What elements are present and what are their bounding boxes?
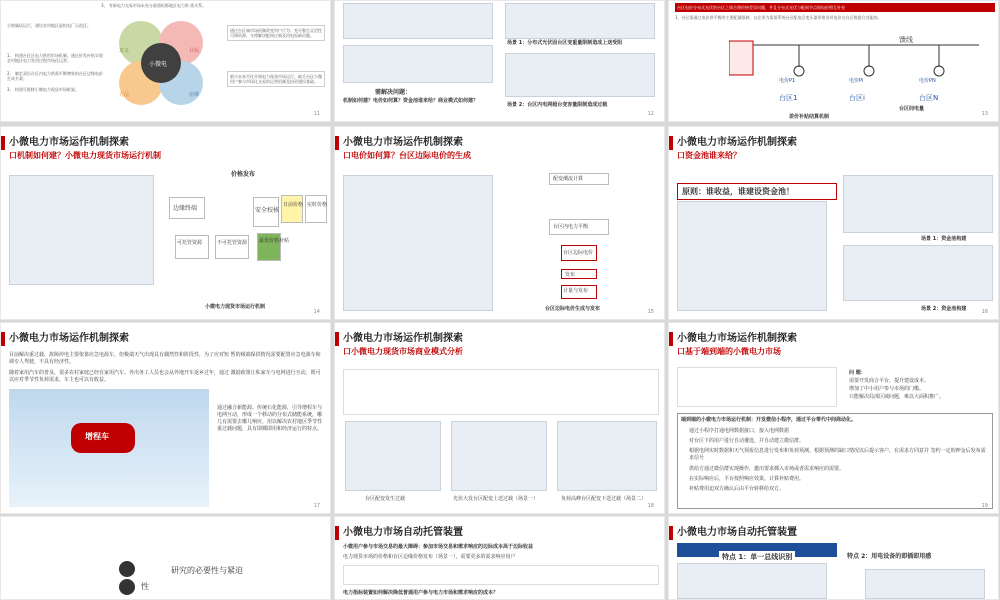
node-label: 边缘终端 [173, 205, 198, 212]
flow-label: 台区内电力平衡 [553, 224, 589, 230]
page-number: 11 [313, 111, 320, 117]
slide-17[interactable] [0, 322, 331, 514]
text-block [677, 367, 837, 407]
text-block [343, 175, 493, 311]
bullet-text: 通过融合新能源、传统石化能源，引导增程车与电网互动，形成一个移动的分布式储能系统，哪儿有需要去哪儿响应，用以解决农村地区季节性重过载问题，具有即插即用和经济运行的特点。 [217, 405, 323, 432]
text-block [9, 175, 154, 285]
figure-caption: 台区边际电价生成与发布 [545, 306, 601, 312]
text-block [343, 369, 659, 415]
figure-caption: 光伏大发台区配变上送过载（场景一） [453, 496, 539, 502]
slide-text: 通过台区端市场机制改变用户行为；充分整合灵活性可调资源，支撑解决配网过载及用电短缺问题。 [227, 25, 325, 41]
slide-text: 1，台区需通过电价供平衡的主要配量限制，以在更为需面系统台区配电区变压器更换各项电价交台区数据合处能的。 [675, 15, 882, 20]
text-block [677, 201, 827, 311]
slide-21[interactable] [334, 516, 665, 600]
section-text: 性 [141, 582, 149, 591]
area-label: 台区间电量 [899, 106, 925, 112]
node-label: 日前价格 [283, 202, 304, 208]
device-image [865, 569, 985, 599]
slide-12[interactable] [334, 0, 665, 122]
feature-title: 特点 2：用电设备的即插即用感 [847, 553, 932, 560]
header-bar [669, 332, 673, 346]
slide-text: 3、 有新电力交易市场未充分渠道标都地区电力供 需关系。 [101, 3, 207, 8]
slide-text: 小简属试运行，建设农村地区虚拟电厂示范区。 [7, 23, 91, 28]
price-label: 电价P1 [779, 78, 796, 84]
figure-caption: 场景 1：分布式光伏因台区变重量限制造成上送受阻 [507, 40, 623, 46]
section-text: 研究的必要性与紧迫 [171, 566, 243, 575]
figure-caption: 场景 2：台区内电网超台变容量限制造成过载 [507, 102, 608, 108]
page-number: 15 [647, 309, 654, 315]
feature-title: 特点 1：单一总线识别 [719, 551, 795, 563]
key-questions: 机制如何建？电价如何算？资金池谁来给？商业模式如何建？ [343, 98, 479, 104]
node-label: 不可托管资源 [217, 240, 248, 246]
diagram-image [345, 421, 441, 491]
car-label: 增程车 [85, 432, 109, 441]
bullet-text: 目前解决重过载、故障停电主要依靠应急电源车，但极端天气出现具有偶然性和阶段性，为了应对短 暂的极端保供情况需要配置应急电源车和调专人驾驶，不具有经济性。 [9, 352, 321, 365]
slide-subtitle: 口基于端到端的小微电力市场 [677, 347, 781, 356]
diagram-image [505, 3, 655, 39]
page-number: 13 [981, 111, 988, 117]
slide-13[interactable] [668, 0, 999, 122]
question-item: 增加了中小用户参与市场的门槛。 [849, 386, 925, 392]
page-number: 12 [647, 111, 654, 117]
section-heading: 需解决问题： [375, 89, 412, 96]
text-block [343, 3, 493, 39]
bullet-text: 随着家用汽车的普及，很多农村家庭已经有家用汽车。外出务工人员也会从外地开车返乡过年，通过 激励政策让私家车与电网进行互动，既可以应对季节性负荷需求，车主也可以有收益。 [9, 370, 321, 383]
header-bar [1, 136, 5, 150]
slide-title: 小微电力市场运作机制探索 [9, 333, 129, 344]
slide-subtitle: 口小微电力现货市场商业模式分析 [343, 347, 463, 356]
bullet-text: 电力指标装置如何解决降低普通用户参与电力市场和需求响应的成本？ [343, 590, 499, 596]
slide-19[interactable] [668, 322, 999, 514]
area-label: 台区1 [779, 94, 798, 102]
mechanism-line: 在实际响应后，平台按照响应效果，计算补贴费用。 [689, 476, 805, 482]
question-heading: 问 题： [849, 370, 866, 376]
petal-label: 意义 [119, 48, 130, 54]
slide-title: 小微电力市场运作机制探索 [343, 137, 463, 148]
device-image [677, 563, 827, 599]
mechanism-line: 通过小程序打通电网数据接口，接入电网数据 [689, 428, 790, 434]
slide-title: 小微电力市场自动托管装置 [343, 527, 463, 538]
mechanism-line: 根据电网实时数据和天气预报信息进行发布和负荷预测。根据预测的缺口情况以后提示客户，在需求方同意并 签约一定的押金后发布需求信号 [689, 448, 986, 461]
page-number: 14 [313, 309, 320, 315]
principle-box: 原则：谁收益，谁建设资金池！ [677, 183, 837, 200]
feeder-label: 馈线 [899, 36, 913, 44]
diagram-node [281, 195, 303, 223]
price-label: 电价PN [919, 78, 936, 84]
slide-subtitle: 口资金池谁来给？ [677, 151, 741, 160]
figure-caption: 场景 2：资金池构建 [921, 306, 967, 312]
slide-title: 小微电力市场运作机制探索 [343, 333, 463, 344]
diagram-image [451, 421, 547, 491]
page-number: 16 [981, 309, 988, 315]
diagram-image [505, 53, 655, 97]
slide-15[interactable] [334, 126, 665, 320]
flow-label: 配变潮流计算 [553, 176, 584, 182]
flow-label: 计量与发布 [563, 288, 589, 294]
petal-label: 目标 [189, 48, 200, 54]
slide-subtitle: 口电价如何算？台区边际电价的生成 [343, 151, 471, 160]
node-label: 最优价格补贴 [259, 238, 290, 244]
text-block [343, 565, 659, 585]
slide-text: 新兴未来否化开展电力现货市场运行；缺乏台区小微用户参与市场化交易的运营机制及投资建设基础。 [227, 71, 325, 87]
slide-text: 1、 构建台区区电力供用市场机制，通过价差补贴实现农村地区电力发用过程市场化运营； [7, 53, 103, 63]
slide-title: 小微电力市场运作机制探索 [677, 333, 797, 344]
header-bar [1, 332, 5, 346]
slide-title: 小微电力市场运作机制探索 [9, 137, 129, 148]
slide-16[interactable] [668, 126, 999, 320]
header-bar [669, 136, 673, 150]
slide-title: 小微电力市场运作机制探索 [677, 137, 797, 148]
diagram-image [843, 175, 993, 233]
mechanism-line: 供给方通过微信群实现操作，邀出要求插入市场或者需求响应的需要。 [689, 466, 845, 472]
text-block [343, 45, 493, 83]
header-bar [669, 526, 673, 540]
node-label: 安全校核 [255, 207, 280, 214]
figure-caption: 小微电力现货市场运行机制 [205, 304, 266, 310]
node-label: 实时价格 [307, 202, 328, 208]
flow-label: 台区边际电价 [563, 250, 594, 256]
slide-22[interactable] [668, 516, 999, 600]
diagram-node: 价格发布 [231, 171, 256, 178]
mechanism-line: 补贴费用迫双方确认后由平台转移给双方。 [689, 486, 785, 492]
page-number: 19 [981, 503, 988, 509]
figure-caption: 负荷高峰台区配变下送过载（场景二） [561, 496, 647, 502]
petal-label: 方法 [119, 92, 130, 98]
slide-text: 2、 制定双层台区内电力供需平衡博弈的台区边缘电价生成方案； [7, 71, 103, 81]
petal-label: 困难 [189, 92, 200, 98]
slide-20[interactable] [0, 516, 331, 600]
mechanism-line: 端到端的小微电力市场运行机制：开发微信小程序，通过平台零代中间商动化。 [681, 417, 857, 423]
area-label: 台区N [919, 94, 939, 102]
node-label: 可托管资源 [177, 240, 203, 246]
figure-caption: 台区配变发生过载 [365, 496, 406, 502]
diagram-image [557, 421, 657, 491]
area-label: 台区i [849, 94, 865, 102]
slide-11[interactable] [0, 0, 331, 122]
diagram-image [843, 245, 993, 301]
diagram-node [305, 195, 327, 223]
question-item: 只能解决局部区域问题，难以大面积推广。 [849, 394, 945, 400]
bullet-icon [119, 579, 135, 595]
figure-caption: 场景 1：资金池构建 [921, 236, 967, 242]
mechanism-line: 对台区下的用户进行自动遴选，并自动建立微信群。 [689, 438, 805, 444]
bullet-text: 小微用户参与市场交易的最大障碍：参加市场交易和需求响应的边际成本高于边际收益 [343, 544, 534, 550]
question-item: 需要开发商合平台，提升建设成本。 [849, 378, 930, 384]
slide-text: 台区电价分布式光伏的台区之间合理价格差异问题，并且分布式光伏与配网节点间电价相互补充 [675, 3, 995, 12]
slide-text: 3、 构建可推移小微电力现货市场框架。 [7, 87, 79, 92]
slide-18[interactable] [334, 322, 665, 514]
header-bar [335, 136, 339, 150]
slide-title: 小微电力市场自动托管装置 [677, 527, 797, 538]
header-bar [335, 526, 339, 540]
figure-caption: 差价补贴结算机制 [789, 114, 830, 120]
petal-center: 小微电 [149, 61, 168, 68]
slide-14[interactable] [0, 126, 331, 320]
page-number: 17 [313, 503, 320, 509]
page-number: 18 [647, 503, 654, 509]
price-label: 电价Pi [849, 78, 864, 84]
header-bar [335, 332, 339, 346]
bullet-icon [119, 561, 135, 577]
bullet-text: 电力现货市场的价格和台区边缘价格发布（场景一），需要更多的需求响应用户 [343, 554, 516, 560]
flow-label: 发布 [565, 272, 576, 278]
slide-subtitle: 口机制如何建？小微电力现货市场运行机制 [9, 151, 161, 160]
